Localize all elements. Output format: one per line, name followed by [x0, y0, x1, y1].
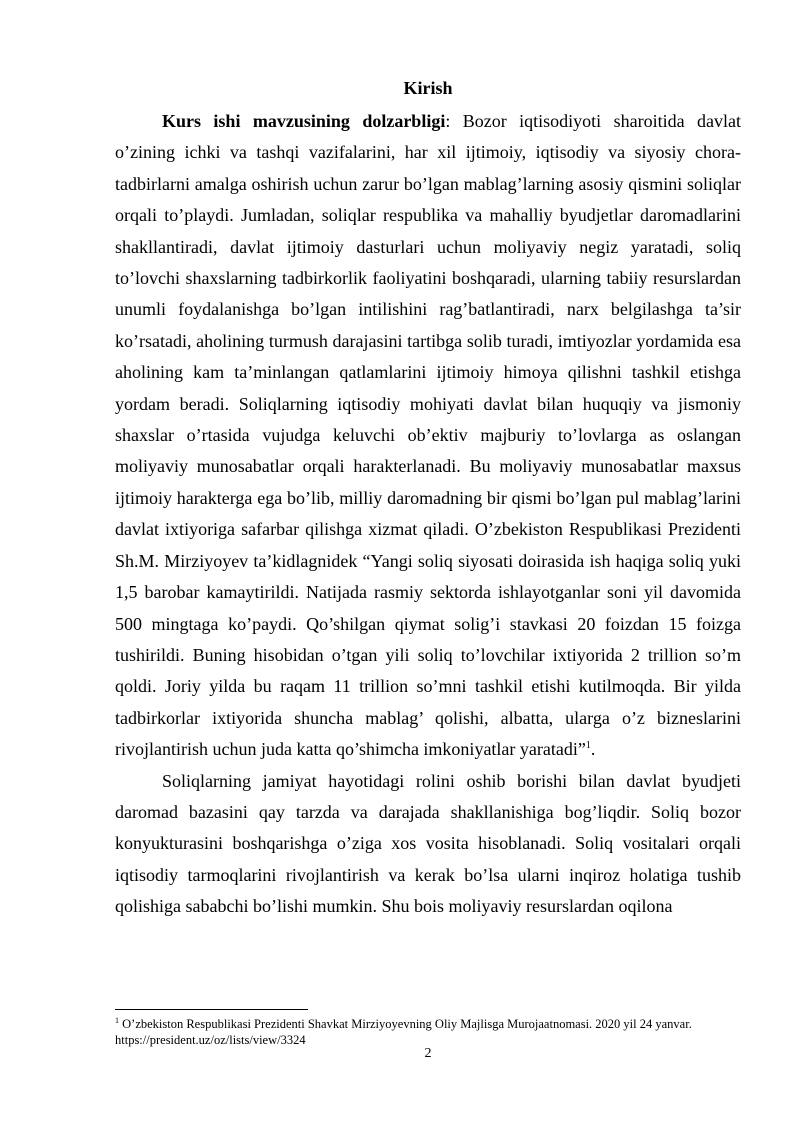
footnote-marker: 1 [115, 1015, 119, 1025]
footnote [115, 1016, 755, 1048]
paragraph-1 [115, 106, 741, 766]
body-text [115, 106, 741, 923]
page-number: 2 [424, 1046, 432, 1061]
footnote-text: O’zbekiston Respublikasi Prezidenti Shavkat Mirziyoyevning Oliy Majlisga Murojaatnomasi. 2020 yil 24 yanvar. https://president.uz/oz/lists/view/3324 [115, 1017, 692, 1047]
paragraph-1-lead: Kurs ishi mavzusining dolzarbligi [162, 111, 446, 131]
footnote-separator [115, 1009, 308, 1010]
paragraph-2: Soliqlarning jamiyat hayotidagi rolini oshib borishi bilan davlat byudjeti daromad bazasini qay tarzda va darajada shakllanishiga bog’liqdir. Soliq bozor konyukturasini boshqarishga o’ziga xos vosita hisoblanadi. Soliq vositalari orqali iqtisodiy tarmoqlarini rivojlantirish va kerak bo’lsa ularni inqiroz holatiga tushib qolishiga sababchi bo’lishi mumkin. Shu bois moliyaviy resurslardan oqilona [115, 770, 741, 917]
section-heading: Kirish [403, 78, 453, 98]
paragraph-1-text: : Bozor iqtisodiyoti sharoitida davlat o’zining ichki va tashqi vazifalarini, har xil ijtimoiy, iqtisodiy va siyosiy chora-tadbirlarni amalga oshirish uchun zarur bo’lgan mablag’larning asosiy qismini soliqlar orqali to’playdi. Jumladan, soliqlar respublika va mahalliy byudjetlar daromadlarini shakllantiradi, davlat ijtimoiy dasturlari uchun moliyaviy negiz yaratadi, soliq to’lovchi shaxslarning tadbirkorlik faoliyatini boshqaradi, ularning tabiiy resurslardan unumli foydalanishga bo’lgan intilishini rag’batlantiradi, narx belgilashga ta’sir ko’rsatadi, aholining turmush darajasini tartibga solib turadi, imtiyozlar yordamida esa aholining kam ta’minlangan qatlamlarini ijtimoiy himoya qilishni tashkil etishga yordam beradi. Soliqlarning iqtisodiy mohiyati davlat bilan huquqiy va jismoniy shaxslar o’rtasida vujudga keluvchi ob’ektiv majburiy to’lovlarga as oslangan moliyaviy munosabatlar orqali harakterlanadi. Bu moliyaviy munosabatlar maxsus ijtimoiy harakterga ega bo’lib, milliy daromadning bir qismi bo’lgan pul mablag’larini davlat ixtiyoriga safarbar qilishga xizmat qiladi. O’zbekiston Respublikasi Prezidenti Sh.M. Mirziyoyev ta’kidlagnidek “Yangi soliq siyosati doirasida ish haqiga soliq yuki 1,5 barobar kamaytirildi. Natijada rasmiy sektorda ishlayotganlar soni yil davomida 500 mingtaga ko’paydi. Qo’shilgan qiymat solig’i stavkasi 20 foizdan 15 foizga tushirildi. Buning hisobidan o’tgan yili soliq to’lovchilar ixtiyorida 2 trillion so’m qoldi. Joriy yilda bu raqam 11 trillion so’mni tashkil etishi kutilmoqda. Bir yilda tadbirkorlar ixtiyorida shuncha mablag’ qolishi, albatta, ularga o’z bizneslarini rivojlantirish uchun juda katta qo’shimcha imkoniyatlar yaratadi” [115, 111, 741, 760]
paragraph-1-end: . [590, 739, 596, 760]
footnote-reference[interactable]: 1 [585, 740, 591, 752]
